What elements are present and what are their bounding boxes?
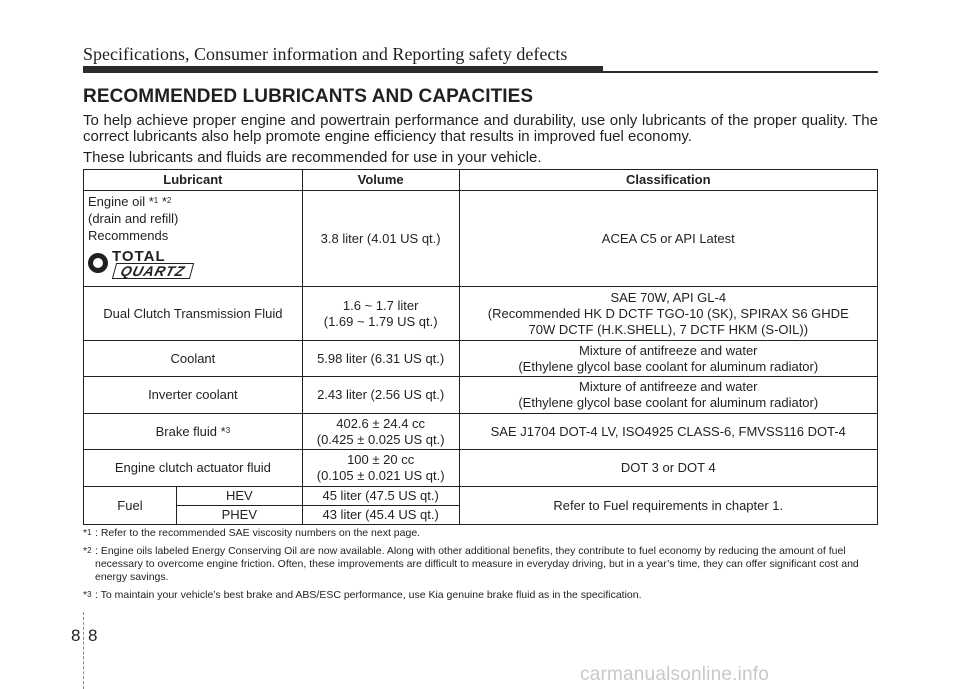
engine-oil-label xyxy=(88,193,298,210)
clutch-volume xyxy=(302,450,459,487)
page-divider xyxy=(83,612,84,689)
engine-oil-volume: 3.8 liter (4.01 US qt.) xyxy=(302,191,459,287)
brake-volume xyxy=(302,414,459,450)
table-row-dct xyxy=(84,287,878,341)
coolant-class-line1: Mixture of antifreeze and water xyxy=(579,342,758,358)
engine-oil-label-text: Engine oil * xyxy=(88,194,154,209)
footnote-3-mark xyxy=(83,589,95,602)
total-quartz-logo xyxy=(88,246,298,280)
coolant-classification xyxy=(459,341,877,377)
fuel-hev-volume: 45 liter (47.5 US qt.) xyxy=(302,487,459,506)
dct-label: Dual Clutch Transmission Fluid xyxy=(84,287,303,341)
engine-oil-classification: ACEA C5 or API Latest xyxy=(459,191,877,287)
dct-class-line3: 70W DCTF (H.K.SHELL), 7 DCTF HKM (S-OIL)) xyxy=(528,321,809,337)
chapter-number: 8 xyxy=(71,626,81,645)
dct-class-line2: (Recommended HK D DCTF TGO-10 (SK), SPIRAX S6 GHDE xyxy=(487,305,849,321)
clutch-label: Engine clutch actuator fluid xyxy=(84,450,303,487)
inverter-label: Inverter coolant xyxy=(84,377,303,414)
dct-volume-line2: (1.69 ~ 1.79 US qt.) xyxy=(323,313,438,329)
dct-volume xyxy=(302,287,459,341)
engine-oil-recommends: Recommends xyxy=(88,228,169,243)
table-row-engine-oil xyxy=(84,191,878,287)
footnote-ref-2: 2 xyxy=(166,196,172,205)
footnote-1-sup: 1 xyxy=(87,528,92,537)
coolant-class-line2: (Ethylene glycol base coolant for aluminum radiator) xyxy=(518,358,819,374)
brake-classification: SAE J1704 DOT-4 LV, ISO4925 CLASS-6, FMVSS116 DOT-4 xyxy=(459,414,877,450)
table-row-inverter-coolant xyxy=(84,377,878,414)
engine-oil-cell xyxy=(84,191,303,287)
header-title: Specifications, Consumer information and Reporting safety defects xyxy=(83,44,568,64)
header-rule xyxy=(83,66,878,72)
dct-volume-line1: 1.6 ~ 1.7 liter xyxy=(342,297,419,313)
brake-label xyxy=(84,414,303,450)
header-classification: Classification xyxy=(459,170,877,191)
footnote-2-sup: 2 xyxy=(87,546,92,555)
section-title: RECOMMENDED LUBRICANTS AND CAPACITIES xyxy=(83,86,534,107)
footnote-2-mark xyxy=(83,545,95,584)
dct-classification xyxy=(459,287,877,341)
engine-oil-label-sep: * xyxy=(158,194,167,209)
footnote-3 xyxy=(83,589,878,602)
table-header-row xyxy=(84,170,878,191)
total-logo-icon xyxy=(88,253,108,273)
table-row-brake-fluid xyxy=(84,414,878,450)
fuel-label: Fuel xyxy=(84,487,177,525)
footnote-2-star: * xyxy=(83,545,88,557)
coolant-label: Coolant xyxy=(84,341,303,377)
table-row-fuel-hev xyxy=(84,487,878,506)
footnote-ref-3: 3 xyxy=(225,425,231,435)
clutch-volume-line1: 100 ± 20 cc xyxy=(347,452,415,467)
lubricants-table xyxy=(83,169,878,525)
header-rule-thin xyxy=(83,71,878,73)
clutch-classification: DOT 3 or DOT 4 xyxy=(459,450,877,487)
total-logo-word: TOTAL xyxy=(112,247,166,265)
footnote-3-sup: 3 xyxy=(87,590,92,599)
dct-class-line1: SAE 70W, API GL-4 xyxy=(610,289,727,305)
footnote-1 xyxy=(83,527,878,540)
inverter-class-line2: (Ethylene glycol base coolant for aluminum radiator) xyxy=(518,395,819,410)
footnote-3-star: * xyxy=(83,589,88,601)
coolant-volume: 5.98 liter (6.31 US qt.) xyxy=(302,341,459,377)
header-lubricant: Lubricant xyxy=(84,170,303,191)
footnote-1-star: * xyxy=(83,527,88,539)
inverter-class-line1: Mixture of antifreeze and water xyxy=(579,379,758,394)
intro-paragraph: To help achieve proper engine and powertrain performance and durability, use only lubricants of the proper quality. The correct lubricants also help promote engine efficiency that results in improved fuel economy. xyxy=(83,112,878,145)
intro-paragraph-2: These lubricants and fluids are recommended for use in your vehicle. xyxy=(83,149,542,166)
table-row-clutch-fluid xyxy=(84,450,878,487)
footnote-2 xyxy=(83,545,878,584)
footnote-1-text: : Refer to the recommended SAE viscosity numbers on the next page. xyxy=(95,527,421,539)
footnotes xyxy=(83,527,878,607)
quartz-logo-word: QUARTZ xyxy=(112,263,194,279)
brake-volume-line2: (0.425 ± 0.025 US qt.) xyxy=(316,431,445,447)
engine-oil-drain: (drain and refill) xyxy=(88,211,179,226)
header-volume: Volume xyxy=(302,170,459,191)
footnote-2-text: : Engine oils labeled Energy Conserving Oil are now available. Along with other additional benefits, they contribute to fuel economy by reducing the amount of fuel necessary to overcome engine friction. Often, these improvements are difficult to measure in everyday driving, but in a year’s time, they can offer significant cost and energy savings. xyxy=(95,545,859,583)
table-row-coolant xyxy=(84,341,878,377)
inverter-classification xyxy=(459,377,877,414)
fuel-classification: Refer to Fuel requirements in chapter 1. xyxy=(459,487,877,525)
footnote-1-mark xyxy=(83,527,95,540)
brake-volume-line1: 402.6 ± 24.4 cc xyxy=(336,415,426,431)
footnote-3-text: : To maintain your vehicle’s best brake and ABS/ESC performance, use Kia genuine brake fluid as in the specification. xyxy=(95,589,642,601)
page-number: 8 xyxy=(88,626,98,645)
brake-label-text: Brake fluid * xyxy=(155,423,226,439)
footnote-ref-1: 1 xyxy=(153,196,159,205)
fuel-phev-label: PHEV xyxy=(176,506,302,525)
clutch-volume-line2: (0.105 ± 0.021 US qt.) xyxy=(316,468,445,483)
fuel-phev-volume: 43 liter (45.4 US qt.) xyxy=(302,506,459,525)
watermark: carmanualsonline.info xyxy=(580,664,770,685)
inverter-volume: 2.43 liter (2.56 US qt.) xyxy=(302,377,459,414)
fuel-hev-label: HEV xyxy=(176,487,302,506)
